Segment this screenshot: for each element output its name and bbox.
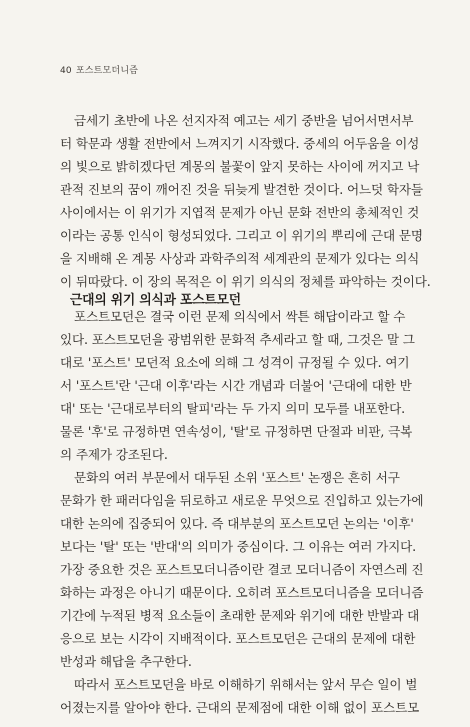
text-line: 금세기 초반에 나온 선지자적 예고는 세기 중반을 넘어서면서부 — [74, 113, 414, 128]
text-line: 이라는 공통 인식이 형성되었다. 그리고 이 위기의 뿌리에 근대 문명 — [60, 228, 423, 243]
text-line: 대' 또는 '근대로부터의 탈피'라는 두 가지 의미 모두를 내포한다. — [60, 401, 406, 416]
text-line: 기간에 누적된 병적 요소들이 초래한 문제와 위기에 대한 반발과 대 — [60, 608, 420, 623]
text-line: 의 빛으로 밝히겠다던 계몽의 불꽃이 앞지 못하는 사이에 꺼지고 낙 — [60, 159, 420, 174]
paragraph-4 — [60, 673, 460, 719]
text-line: 터 학문과 생활 전반에서 느껴지기 시작했다. 중세의 어두움을 이성 — [60, 136, 420, 151]
text-line: 이 뒤따랐다. 이 장의 목적은 이 위기 의식의 정체를 파악하는 것이다. — [60, 274, 431, 289]
text-line: 문화의 여러 부문에서 대두된 소위 '포스트' 논쟁은 흔히 서구 — [74, 470, 400, 485]
text-line: 보다는 '탈' 또는 '반대'의 의미가 중심이다. 그 이유는 여러 가지다. — [60, 539, 417, 554]
book-title: 포스트모더니즘 — [75, 66, 139, 76]
text-line: 대로 '포스트' 모던적 요소에 의해 그 성격이 규정될 수 있다. 여기 — [60, 355, 410, 370]
text-line: 을 지배해 온 계몽 사상과 과학주의적 세계관의 문제가 있다는 의식 — [60, 251, 420, 266]
paragraph-1 — [60, 109, 460, 293]
text-line: 어졌는지를 알아야 한다. 근대의 문제점에 대한 이해 없이 포스트모 — [60, 700, 420, 715]
text-line: 가장 중요한 것은 포스트모더니즘이란 결코 모더니즘이 자연스레 진 — [60, 562, 424, 577]
text-line: 있다. 포스트모던을 광범위한 문화적 추세라고 할 때, 그것은 말 그 — [60, 332, 415, 347]
text-line: 화하는 과정은 아니기 때문이다. 오히려 포스트모더니즘을 모더니즘 — [60, 585, 424, 600]
running-header — [60, 63, 138, 76]
text-line: 관적 진보의 꿈이 깨어진 것을 뒤늦게 발견한 것이다. 어느덧 학자들 — [60, 182, 423, 197]
text-line: 문화가 한 패러다임을 뒤로하고 새로운 무엇으로 진입하고 있는가에 — [60, 493, 424, 508]
page-number: 40 — [60, 66, 72, 76]
text-line: 의 주제가 강조된다. — [60, 447, 168, 462]
text-line: 사이에서는 이 위기가 지엽적 문제가 아닌 문화 전반의 총체적인 것 — [60, 205, 420, 220]
text-line: 포스트모던은 결국 이런 문제 의식에서 싹튼 해답이라고 할 수 — [74, 309, 406, 324]
text-line: 대한 논의에 집중되어 있다. 즉 대부분의 포스트모던 논의는 '이후' — [60, 516, 414, 531]
text-line: 서 '포스트'란 '근대 이후'라는 시간 개념과 더불어 '근대에 대한 반 — [60, 378, 412, 393]
paragraph-2 — [60, 305, 460, 466]
text-line: 응으로 보는 시각이 지배적이다. 포스트모던은 근대의 문제에 대한 — [60, 631, 416, 646]
text-line: 따라서 포스트모던을 바로 이해하기 위해서는 앞서 무슨 일이 벌 — [74, 677, 418, 692]
text-line: 물론 '후'로 규정하면 연속성이, '탈'로 규정하면 단절과 비판, 극복 — [60, 424, 413, 439]
paragraph-3 — [60, 466, 460, 673]
section-heading: 근대의 위기 의식과 포스트모던 — [70, 293, 241, 308]
text-line: 반성과 해답을 추구한다. — [60, 654, 192, 669]
